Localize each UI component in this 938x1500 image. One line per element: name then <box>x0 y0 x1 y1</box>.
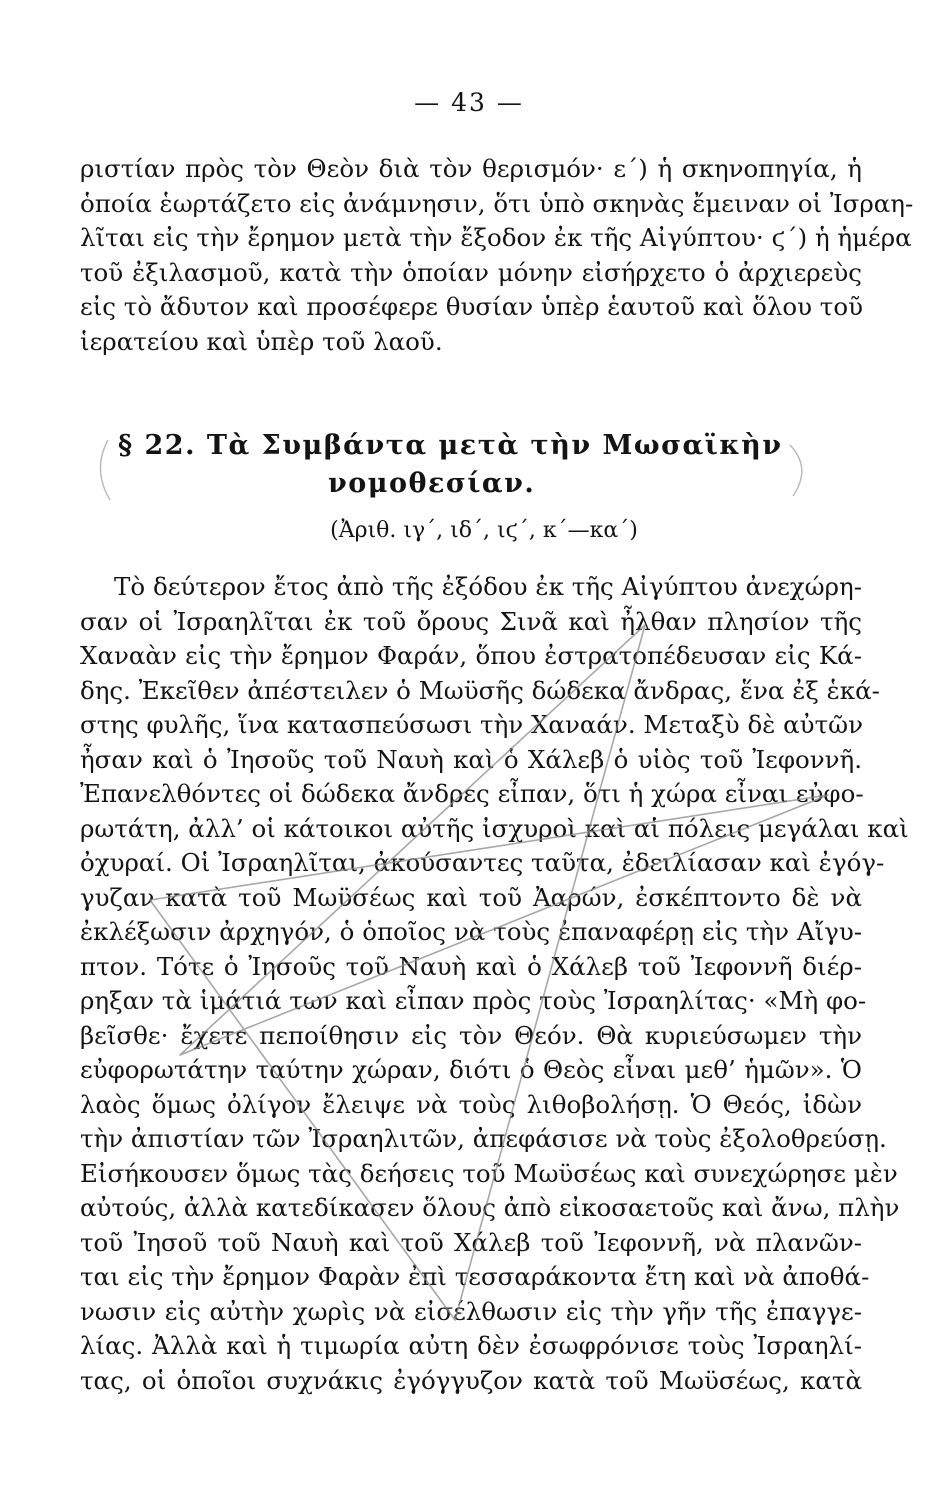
text-line: ὀχυραί. Οἱ Ἰσραηλῖται, ἀκούσαντες ταῦτα, ἐδειλίασαν καὶ ἐγόγ- <box>80 848 885 877</box>
text-line: ἐκλέξωσιν ἀρχηγόν, ὁ ὁποῖος νὰ τοὺς ἐπαναφέρῃ εἰς τὴν Αἴγυ- <box>80 917 862 946</box>
text-line: τας, οἱ ὁποῖοι συχνάκις ἐγόγγυζον κατὰ τοῦ Μωϋσέως, κατὰ <box>80 1365 862 1395</box>
text-line: γυζαν κατὰ τοῦ Μωϋσέως καὶ τοῦ Ἀαρών, ἐσκέπτοντο δὲ νὰ <box>80 882 862 912</box>
text-line: τοῦ ἐξιλασμοῦ, κατὰ τὴν ὁποίαν μόνην εἰσήρχετο ὁ ἀρχιερεὺς <box>80 257 862 287</box>
text-line: ἦσαν καὶ ὁ Ἰησοῦς τοῦ Ναυὴ καὶ ὁ Χάλεβ ὁ υἱὸς τοῦ Ἰεφοννῆ. <box>80 744 862 774</box>
text-line: Ἐπανελθόντες οἱ δώδεκα ἄνδρες εἶπαν, ὅτι ἡ χώρα εἶναι εὐφο- <box>80 779 864 808</box>
text-line: Τὸ δεύτερον ἔτος ἀπὸ τῆς ἐξόδου ἐκ τῆς Αἰγύπτου ἀνεχώρη- <box>114 572 862 601</box>
text-line: ρηξαν τὰ ἱμάτιά των καὶ εἶπαν πρὸς τοὺς Ἰσραηλίτας· «Μὴ φο- <box>80 986 867 1015</box>
text-line: λίας. Ἀλλὰ καὶ ἡ τιμωρία αὐτη δὲν ἐσωφρόνισε τοὺς Ἰσραηλί- <box>80 1331 862 1360</box>
page-number: — 43 — <box>414 88 524 117</box>
text-line: εὐφορωτάτην ταύτην χώραν, διότι ὁ Θεὸς εἶναι μεθ’ ἡμῶν». Ὁ <box>80 1055 862 1084</box>
section-heading-line: § 22. Τὰ Συμβάντα μετὰ τὴν Μωσαϊκὴν <box>118 430 783 461</box>
text-line: λαὸς ὅμως ὀλίγον ἔλειψε νὰ τοὺς λιθοβολήσῃ. Ὁ Θεός, ἰδὼν <box>80 1089 862 1119</box>
text-line: λῖται εἰς τὴν ἔρημον μετὰ τὴν ἔξοδον ἐκ τῆς Αἰγύπτου· ϛ΄) ἡ ἡμέρα <box>80 223 912 252</box>
text-line: εἰς τὸ ἄδυτον καὶ προσέφερε θυσίαν ὑπὲρ ἑαυτοῦ καὶ ὅλου τοῦ <box>80 292 863 321</box>
text-line: ἱερατείου καὶ ὑπὲρ τοῦ λαοῦ. <box>80 326 443 356</box>
text-line: τὴν ἀπιστίαν τῶν Ἰσραηλιτῶν, ἀπεφάσισε νὰ τοὺς ἐξολοθρεύσῃ. <box>80 1124 887 1153</box>
text-line: πτον. Τότε ὁ Ἰησοῦς τοῦ Ναυὴ καὶ ὁ Χάλεβ τοῦ Ἰεφοννῆ διέρ- <box>80 951 862 981</box>
text-line: Χαναὰν εἰς τὴν ἔρημον Φαράν, ὅπου ἐστρατοπέδευσαν εἰς Κά- <box>80 641 862 670</box>
section-heading-line: νομοθεσίαν. <box>328 468 536 499</box>
text-line: στης φυλῆς, ἵνα κατασπεύσωσι τὴν Χαναάν. Μεταξὺ δὲ αὐτῶν <box>80 710 863 739</box>
text-line: ρωτάτη, ἀλλ’ οἱ κάτοικοι αὐτῆς ἰσχυροὶ καὶ αἱ πόλεις μεγάλαι καὶ <box>80 813 909 843</box>
text-line: αὐτούς, ἀλλὰ κατεδίκασεν ὅλους ἀπὸ εἰκοσαετοῦς καὶ ἄνω, πλὴν <box>80 1193 900 1222</box>
text-line: τοῦ Ἰησοῦ τοῦ Ναυὴ καὶ τοῦ Χάλεβ τοῦ Ἰεφοννῆ, νὰ πλανῶν- <box>80 1227 862 1257</box>
text-line: δης. Ἐκεῖθεν ἀπέστειλεν ὁ Μωϋσῆς δώδεκα ἄνδρας, ἕνα ἐξ ἑκά- <box>80 675 880 705</box>
text-line: Εἰσήκουσεν ὅμως τὰς δεήσεις τοῦ Μωϋσέως καὶ συνεχώρησε μὲν <box>80 1158 898 1188</box>
text-line: νωσιν εἰς αὐτὴν χωρὶς νὰ εἰσέλθωσιν εἰς τὴν γῆν τῆς ἐπαγγε- <box>80 1296 862 1326</box>
text-line: ριστίαν πρὸς τὸν Θεὸν διὰ τὸν θερισμόν· ε΄) ἡ σκηνοπηγία, ἡ <box>80 154 862 183</box>
text-line: βεῖσθε· ἔχετε πεποίθησιν εἰς τὸν Θεόν. Θὰ κυριεύσωμεν τὴν <box>80 1020 862 1050</box>
text-line: σαν οἱ Ἰσραηλῖται ἐκ τοῦ ὄρους Σινᾶ καὶ ἦλθαν πλησίον τῆς <box>80 606 862 636</box>
text-line: ται εἰς τὴν ἔρημον Φαρὰν ἐπὶ τεσσαράκοντα ἔτη καὶ νὰ ἀποθά- <box>80 1262 870 1291</box>
text-line: ὁποία ἑωρτάζετο εἰς ἀνάμνησιν, ὅτι ὑπὸ σκηνὰς ἔμειναν οἱ Ἰσραη- <box>80 188 914 218</box>
scripture-reference: (Ἀριθ. ιγ΄, ιδ΄, ιϛ΄, κ΄—κα΄) <box>330 518 638 543</box>
